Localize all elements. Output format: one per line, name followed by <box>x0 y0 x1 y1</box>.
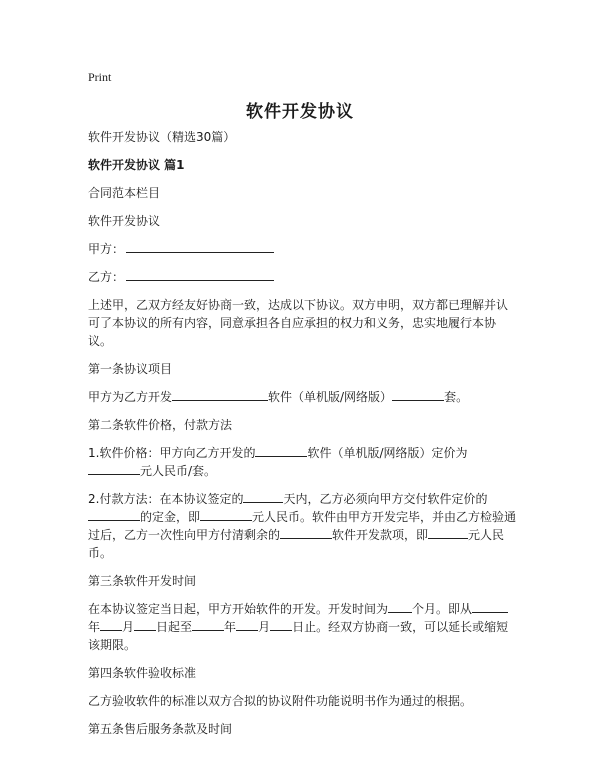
blank-field <box>243 490 283 503</box>
article-2-price-paragraph <box>88 444 518 480</box>
article-2-text-part: 天内，乙方必须向甲方交付软件定价的 <box>283 492 488 506</box>
article-3-text <box>88 600 518 654</box>
blank-field <box>100 618 122 631</box>
article-4-text: 乙方验收软件的标准以双方合拟的协议附件功能说明书作为通过的根据。 <box>88 694 473 708</box>
article-3-text-part: 月 <box>258 620 271 634</box>
party-a-blank <box>126 240 274 253</box>
column-label: 合同范本栏目 <box>88 186 161 200</box>
article-2-text-part: 2.付款方法：在本协议签定的 <box>88 492 244 506</box>
blank-field <box>472 600 508 613</box>
article-2-text-part: 软件（单机版/网络版）定价为 <box>307 446 468 460</box>
article-2-text-part: 元人民币。 <box>88 528 505 560</box>
article-5-title: 第五条售后服务条款及时间 <box>88 722 233 736</box>
blank-field <box>428 526 468 539</box>
article-4-title: 第四条软件验收标准 <box>88 666 197 680</box>
blank-field <box>200 508 252 521</box>
article-2-text-part: 元人民币。软件由甲方开发完毕，并由乙方检验通过后，乙方一次性向甲方付清剩余的 <box>88 510 517 542</box>
article-3-text-part: 个月。即从 <box>412 602 473 616</box>
article-3-text-part: 日止。经双方协商一致，可以延长或缩短该期限。 <box>88 620 509 652</box>
blank-field <box>280 526 332 539</box>
article-1-text-part: 软件（单机版/网络版） <box>268 390 393 404</box>
blank-field <box>88 462 140 475</box>
article-2-payment-paragraph <box>88 490 518 562</box>
blank-field <box>192 618 224 631</box>
blank-field <box>172 388 268 401</box>
article-2-text-part: 软件开发款项，即 <box>332 528 429 542</box>
party-a-label: 甲方： <box>88 242 125 256</box>
blank-field <box>392 388 444 401</box>
blank-field <box>270 618 292 631</box>
article-3-text-part: 日起至 <box>156 620 193 634</box>
article-1-text-part: 甲方为乙方开发 <box>88 390 173 404</box>
party-a-line <box>88 240 518 258</box>
blank-field <box>388 600 412 613</box>
article-2-text-part: 元人民币/套。 <box>140 464 217 478</box>
article-2-title: 第二条软件价格，付款方法 <box>88 418 233 432</box>
article-1-title: 第一条协议项目 <box>88 362 173 376</box>
article-2-text-part: 1.软件价格：甲方向乙方开发的 <box>88 446 256 460</box>
blank-field <box>255 444 307 457</box>
party-b-blank <box>126 268 274 281</box>
section-heading: 软件开发协议 篇1 <box>88 158 185 172</box>
article-3-text-part: 在本协议签定当日起，甲方开始软件的开发。开发时间为 <box>88 602 389 616</box>
article-1-text-part: 套。 <box>444 390 469 404</box>
article-2-text-part: 的定金，即 <box>140 510 201 524</box>
document-body <box>88 128 518 738</box>
party-b-line <box>88 268 518 286</box>
document-title: 软件开发协议 <box>246 102 354 122</box>
article-3-text-part: 年 <box>88 620 101 634</box>
party-b-label: 乙方： <box>88 270 125 284</box>
article-3-text-part: 月 <box>122 620 135 634</box>
blank-field <box>236 618 258 631</box>
document-subtitle: 软件开发协议（精选30篇） <box>88 130 236 144</box>
blank-field <box>88 508 140 521</box>
agreement-name: 软件开发协议 <box>88 214 161 228</box>
article-1-text <box>88 388 518 406</box>
blank-field <box>134 618 156 631</box>
article-3-title: 第三条软件开发时间 <box>88 574 197 588</box>
print-label: Print <box>88 70 112 84</box>
article-3-text-part: 年 <box>224 620 237 634</box>
intro-paragraph: 上述甲，乙双方经友好协商一致，达成以下协议。双方申明，双方都已理解并认可了本协议的所有内容，同意承担各自应承担的权力和义务，忠实地履行本协议。 <box>88 298 509 348</box>
